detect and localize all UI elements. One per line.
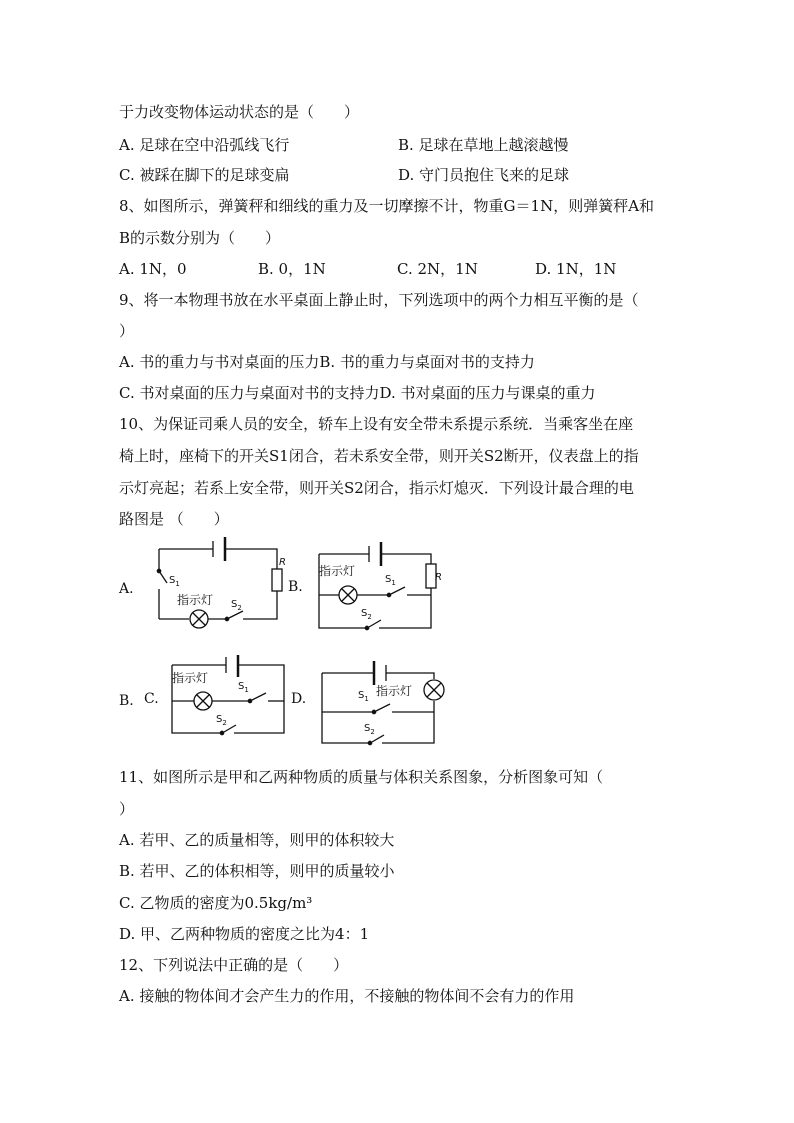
circuit-b-diagram (315, 542, 445, 632)
q8-option-c: C. 2N，1N (397, 260, 478, 278)
q11-stem-line1: 11、如图所示是甲和乙两种物质的质量与体积关系图象，分析图象可知（ (119, 768, 604, 786)
circuit-label-a: A. (119, 581, 134, 597)
q8-option-a: A. 1N，0 (119, 260, 187, 278)
q11-option-b: B. 若甲、乙的体积相等，则甲的质量较小 (119, 862, 395, 880)
circuit-d-s2-label: $S_2$ (364, 723, 375, 736)
circuit-d-s1-label: $S_1$ (358, 690, 369, 703)
circuit-b-s2-label: $S_2$ (361, 608, 372, 621)
q9-option-cd: C. 书对桌面的压力与桌面对书的支持力D. 书对桌面的压力与课桌的重力 (119, 384, 596, 402)
circuit-b-s1-label: $S_1$ (385, 574, 396, 587)
q7-option-a: A. 足球在空中沿弧线飞行 (119, 136, 290, 154)
q8-stem-line2: B的示数分别为（ ） (119, 229, 281, 247)
q11-option-c: C. 乙物质的密度为0.5kg/m³ (119, 894, 313, 912)
q8-stem-line1: 8、如图所示，弹簧秤和细线的重力及一切摩擦不计，物重G＝1N，则弹簧秤A和 (119, 197, 655, 215)
q12-option-a: A. 接触的物体间才会产生力的作用，不接触的物体间不会有力的作用 (119, 987, 575, 1005)
q8-option-d: D. 1N，1N (535, 260, 617, 278)
q12-stem: 12、下列说法中正确的是（ ） (119, 956, 349, 974)
q7-option-d: D. 守门员抱住飞来的足球 (398, 166, 570, 184)
circuit-label-d: D. (291, 691, 307, 707)
circuit-c-lamp-label: 指示灯 (172, 671, 209, 685)
circuit-b-r-label: R (435, 572, 442, 583)
q11-option-d: D. 甲、乙两种物质的密度之比为4：1 (119, 925, 370, 943)
circuit-a-diagram (155, 537, 285, 627)
q9-option-ab: A. 书的重力与书对桌面的压力B. 书的重力与桌面对书的支持力 (119, 353, 535, 371)
circuit-label-c: C. (144, 691, 159, 707)
q11-stem-line2: ） (119, 800, 135, 818)
q11-option-a: A. 若甲、乙的质量相等，则甲的体积较大 (119, 831, 395, 849)
q7-option-c: C. 被踩在脚下的足球变扁 (119, 166, 290, 184)
circuit-a-r-label: R (279, 557, 286, 568)
circuit-d-diagram (318, 657, 448, 747)
circuit-d-lamp-label: 指示灯 (376, 684, 413, 698)
circuit-a-s1-label: $S_1$ (169, 575, 180, 588)
q9-stem-line2: ） (119, 322, 135, 340)
circuit-label-b2: B. (119, 693, 134, 709)
q7-stem-tail: 于力改变物体运动状态的是（ ） (119, 103, 360, 121)
circuit-c-s2-label: $S_2$ (216, 714, 227, 727)
circuit-c-s1-label: $S_1$ (238, 681, 249, 694)
circuit-a-s2-label: $S_2$ (231, 599, 242, 612)
q8-option-b: B. 0，1N (258, 260, 326, 278)
circuit-label-b1: B. (288, 579, 303, 595)
circuit-a-lamp-label: 指示灯 (177, 593, 214, 607)
q7-option-b: B. 足球在草地上越滚越慢 (398, 136, 569, 154)
circuit-b-lamp-label: 指示灯 (319, 564, 356, 578)
q10-stem-line3: 示灯亮起；若系上安全带，则开关S2闭合，指示灯熄灭．下列设计最合理的电 (119, 479, 634, 497)
q10-stem-line4: 路图是 （ ） (119, 510, 229, 528)
q10-stem-line1: 10、为保证司乘人员的安全，轿车上设有安全带未系提示系统．当乘客坐在座 (119, 415, 634, 433)
circuit-c-diagram (168, 655, 288, 735)
q10-stem-line2: 椅上时，座椅下的开关S1闭合，若未系安全带，则开关S2断开，仪表盘上的指 (119, 447, 639, 465)
q9-stem-line1: 9、将一本物理书放在水平桌面上静止时，下列选项中的两个力相互平衡的是（ (119, 291, 639, 309)
